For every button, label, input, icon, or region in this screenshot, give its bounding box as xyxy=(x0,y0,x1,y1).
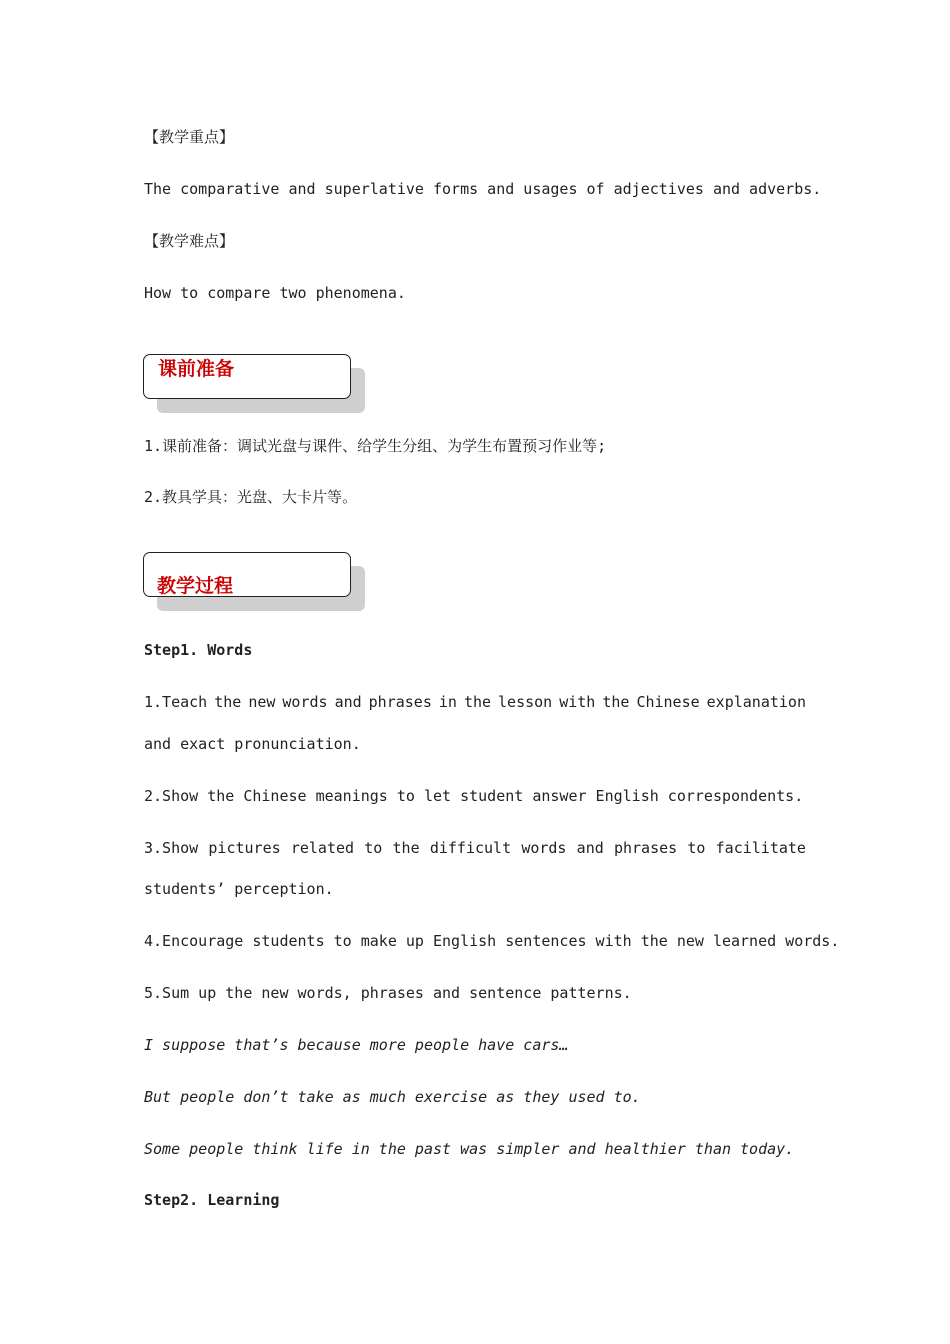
step1-item5: 5.Sum up the new words, phrases and sentence patterns. xyxy=(144,984,632,1002)
process-title: 教学过程 xyxy=(157,575,234,597)
step1-item3-line2: students’ perception. xyxy=(144,880,334,898)
step1-item4: 4.Encourage students to make up English sentences with the new learned words. xyxy=(144,932,840,950)
word: phrases xyxy=(613,839,678,857)
word: facilitate xyxy=(715,839,806,857)
word: related xyxy=(290,839,355,857)
word: 1.Teach xyxy=(144,693,208,711)
word: and xyxy=(334,693,362,711)
example-sentence: I suppose that’s because more people have cars… xyxy=(144,1036,569,1054)
word: the xyxy=(602,693,630,711)
word: the xyxy=(463,693,492,711)
step2-heading: Step2. Learning xyxy=(144,1191,280,1209)
example-sentence: But people don’t take as much exercise as they used to. xyxy=(144,1088,641,1106)
word: with xyxy=(559,693,596,711)
process-section-box xyxy=(143,552,365,612)
step1-heading: Step1. Words xyxy=(144,641,253,659)
preparation-item: 1.课前准备：调试光盘与课件、给学生分组、为学生布置预习作业等; xyxy=(144,437,607,455)
word: 3.Show xyxy=(144,839,199,857)
word: new xyxy=(248,693,276,711)
preparation-title: 课前准备 xyxy=(158,358,235,380)
word: difficult xyxy=(429,839,512,857)
word: and xyxy=(576,839,604,857)
word: to xyxy=(687,839,706,857)
word: explanation xyxy=(706,693,806,711)
word: in xyxy=(438,693,457,711)
word: the xyxy=(392,839,420,857)
preparation-section-box xyxy=(143,354,365,414)
preparation-item: 2.教具学具：光盘、大卡片等。 xyxy=(144,488,358,506)
example-sentence: Some people think life in the past was simpler and healthier than today. xyxy=(144,1140,795,1158)
step1-item2: 2.Show the Chinese meanings to let student answer English correspondents. xyxy=(144,787,804,805)
step1-item1-line2: and exact pronunciation. xyxy=(144,735,361,753)
difficult-points-text: How to compare two phenomena. xyxy=(144,284,406,302)
word: Chinese xyxy=(636,693,700,711)
word: lesson xyxy=(498,693,553,711)
difficult-points-heading: 【教学难点】 xyxy=(144,232,235,250)
key-points-heading: 【教学重点】 xyxy=(144,128,235,146)
word: words xyxy=(282,693,328,711)
key-points-text: The comparative and superlative forms and usages of adjectives and adverbs. xyxy=(144,180,822,198)
step1-item1-line1 xyxy=(144,692,806,712)
step1-item3-line1 xyxy=(144,838,806,858)
word: words xyxy=(521,839,567,857)
word: phrases xyxy=(368,693,432,711)
word: pictures xyxy=(208,839,281,857)
word: to xyxy=(364,839,383,857)
word: the xyxy=(214,693,242,711)
